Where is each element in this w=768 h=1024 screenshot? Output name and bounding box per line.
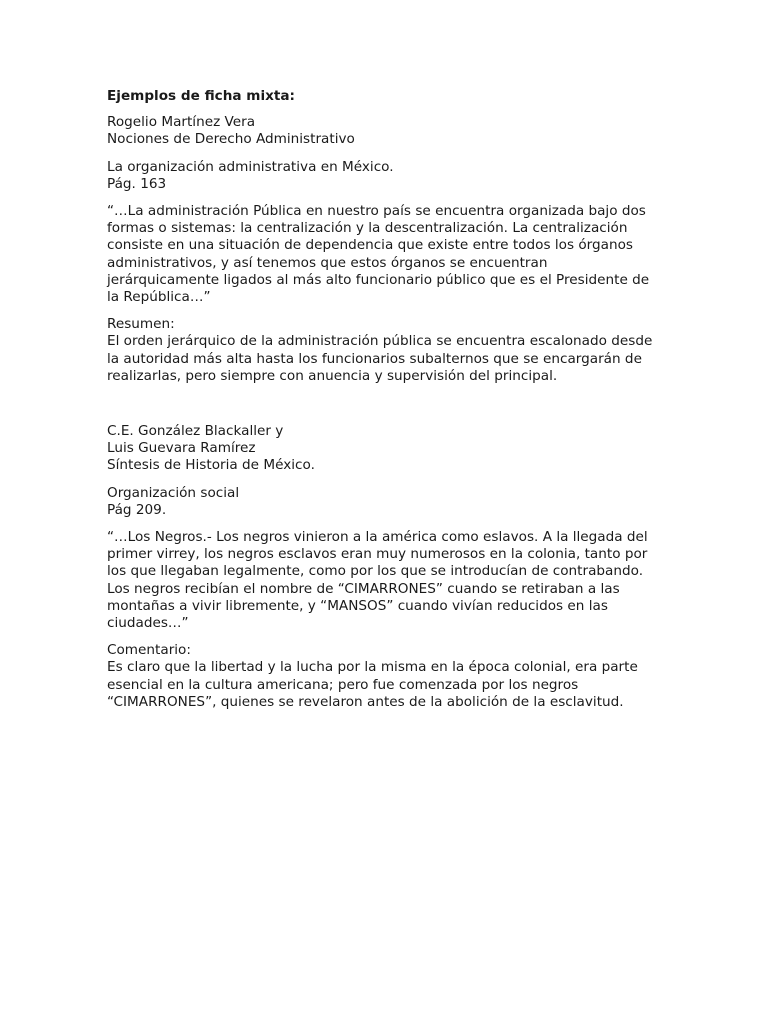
entry-spacer [107,395,667,423]
topic-reference [107,485,667,519]
bibliographic-reference [107,114,667,148]
document-page [107,88,667,721]
summary-line: El orden jerárquico de la administración pública se encuentra escalonado desde [107,333,653,350]
book-title: Síntesis de Historia de México. [107,457,315,474]
document-title: Ejemplos de ficha mixta: [107,88,295,104]
book-title: Nociones de Derecho Administrativo [107,131,355,148]
quote-line: ciudades…” [107,615,189,632]
ficha-entry-1 [107,114,667,385]
summary-line: realizarlas, pero siempre con anuencia y supervisión del principal. [107,367,558,384]
topic-title: Organización social [107,484,240,501]
comment-paragraph [107,642,667,711]
quote-line: “…Los Negros.- Los negros vinieron a la américa como eslavos. A la llegada del [107,529,648,546]
quote-paragraph [107,203,667,306]
comment-line: “CIMARRONES”, quienes se revelaron antes de la abolición de la esclavitud. [107,693,624,710]
quote-line: Los negros recibían el nombre de “CIMARRONES” cuando se retiraban a las [107,580,620,597]
quote-paragraph [107,529,667,632]
quote-line: montañas a vivir libremente, y “MANSOS” cuando vivían reducidos en las [107,597,608,614]
comment-line: esencial en la cultura americana; pero fue comenzada por los negros [107,676,579,693]
quote-line: jerárquicamente ligados al más alto funcionario público que es el Presidente de [107,271,650,288]
author-name: Rogelio Martínez Vera [107,114,256,131]
page-number: Pág. 163 [107,175,167,192]
topic-reference [107,159,667,193]
quote-line: los que llegaban legalmente, como por los que se introducían de contrabando. [107,563,644,580]
comment-line: Es claro que la libertad y la lucha por la misma en la época colonial, era parte [107,659,638,676]
author-name: C.E. González Blackaller y [107,423,284,440]
summary-line: la autoridad más alta hasta los funcionarios subalternos que se encargarán de [107,350,642,367]
bibliographic-reference [107,423,667,475]
quote-line: administrativos, y así tenemos que estos órganos se encuentran [107,254,548,271]
quote-line: formas o sistemas: la centralización y la descentralización. La centralización [107,220,628,237]
page-number: Pág 209. [107,501,167,518]
summary-paragraph [107,316,667,385]
comment-label: Comentario: [107,642,191,659]
topic-title: La organización administrativa en México. [107,158,394,175]
quote-line: consiste en una situación de dependencia que existe entre todos los órganos [107,237,633,254]
summary-label: Resumen: [107,316,175,333]
author-name: Luis Guevara Ramírez [107,440,256,457]
ficha-entry-2 [107,423,667,711]
quote-line: primer virrey, los negros esclavos eran muy numerosos en la colonia, tanto por [107,546,648,563]
quote-line: la República…” [107,289,211,306]
quote-line: “…La administración Pública en nuestro país se encuentra organizada bajo dos [107,203,646,220]
